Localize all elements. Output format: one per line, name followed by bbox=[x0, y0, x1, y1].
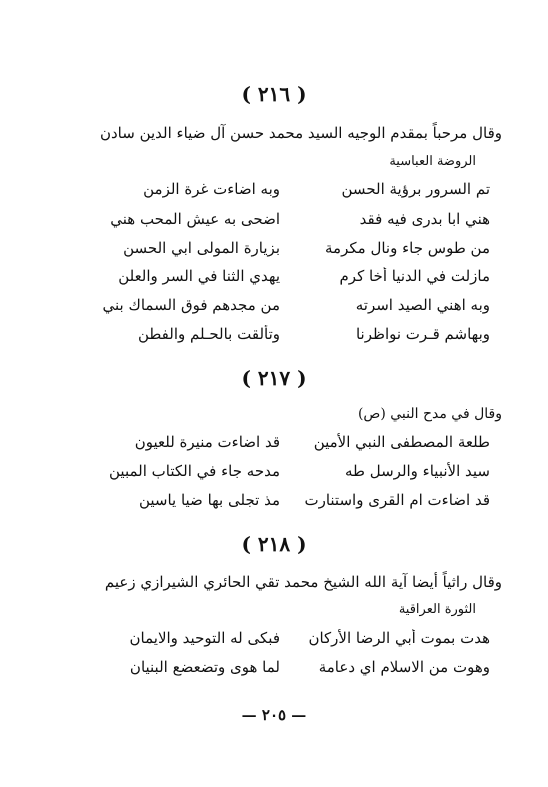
verse-first-hemistich: من طوس جاء ونال مكرمة bbox=[325, 239, 490, 257]
verse-first-hemistich: مازلت في الدنيا أخا كرم bbox=[339, 267, 490, 285]
verse-first-hemistich: وهوت من الاسلام اي دعامة bbox=[318, 658, 490, 676]
verse-line bbox=[90, 210, 490, 236]
verse-line bbox=[90, 267, 490, 293]
verse-line bbox=[90, 239, 490, 265]
poem-intro: وقال مرحباً بمقدم الوجيه السيد محمد حسن آل ضياء الدين سادن bbox=[99, 124, 502, 142]
verse-line bbox=[90, 180, 490, 206]
verse-line bbox=[90, 491, 490, 517]
verse-second-hemistich: لما هوى وتضعضع البنيان bbox=[129, 658, 280, 676]
verse-first-hemistich: وبه اهني الصيد اسرته bbox=[355, 296, 490, 314]
verse-second-hemistich: قد اضاءت منيرة للعيون bbox=[134, 433, 280, 451]
verse-second-hemistich: وبه اضاءت غرة الزمن bbox=[143, 180, 280, 198]
verse-second-hemistich: وتألقت بالحـلم والفطن bbox=[137, 325, 280, 343]
poem-number: ( ٢١٦ ) bbox=[241, 82, 307, 106]
verse-line bbox=[90, 433, 490, 459]
verse-line bbox=[90, 462, 490, 488]
verse-line bbox=[90, 629, 490, 655]
verse-line bbox=[90, 325, 490, 351]
verse-second-hemistich: مدحه جاء في الكتاب المبين bbox=[109, 462, 280, 480]
poem-intro-continuation: الروضة العباسية bbox=[389, 154, 476, 169]
poem-number: ( ٢١٨ ) bbox=[241, 532, 307, 556]
verse-line bbox=[90, 658, 490, 684]
verse-second-hemistich: يهدي الثنا في السر والعلن bbox=[118, 267, 280, 285]
verse-first-hemistich: هني ابا بدرى فيه فقد bbox=[359, 210, 490, 228]
poem-intro: وقال راثياً أيضا آية الله الشيخ محمد تقي الحائري الشيرازي زعيم bbox=[104, 573, 502, 591]
poem-intro-continuation: الثورة العراقية bbox=[398, 602, 476, 617]
verse-second-hemistich: فبكى له التوحيد والايمان bbox=[129, 629, 280, 647]
verse-second-hemistich: بزيارة المولى ابي الحسن bbox=[123, 239, 280, 257]
verse-first-hemistich: وبهاشم قـرت نواظرنا bbox=[355, 325, 490, 343]
poem-intro: وقال في مدح النبي (ص) bbox=[357, 406, 502, 422]
verse-first-hemistich: طلعة المصطفى النبي الأمين bbox=[313, 433, 490, 451]
verse-first-hemistich: سيد الأنبياء والرسل طه bbox=[344, 462, 490, 480]
verse-first-hemistich: قد اضاءت ام القرى واستنارت bbox=[304, 491, 490, 509]
page-number: — ٢٠٥ — bbox=[241, 706, 307, 724]
verse-second-hemistich: من مجدهم فوق السماك بني bbox=[102, 296, 280, 314]
poem-number: ( ٢١٧ ) bbox=[241, 366, 307, 390]
verse-line bbox=[90, 296, 490, 322]
verse-first-hemistich: هدت بموت أبي الرضا الأركان bbox=[308, 629, 490, 647]
verse-second-hemistich: مذ تجلى بها ضيا ياسين bbox=[138, 491, 280, 509]
verse-first-hemistich: تم السرور برؤية الحسن bbox=[341, 180, 490, 198]
verse-second-hemistich: اضحى به عيش المحب هني bbox=[110, 210, 280, 228]
